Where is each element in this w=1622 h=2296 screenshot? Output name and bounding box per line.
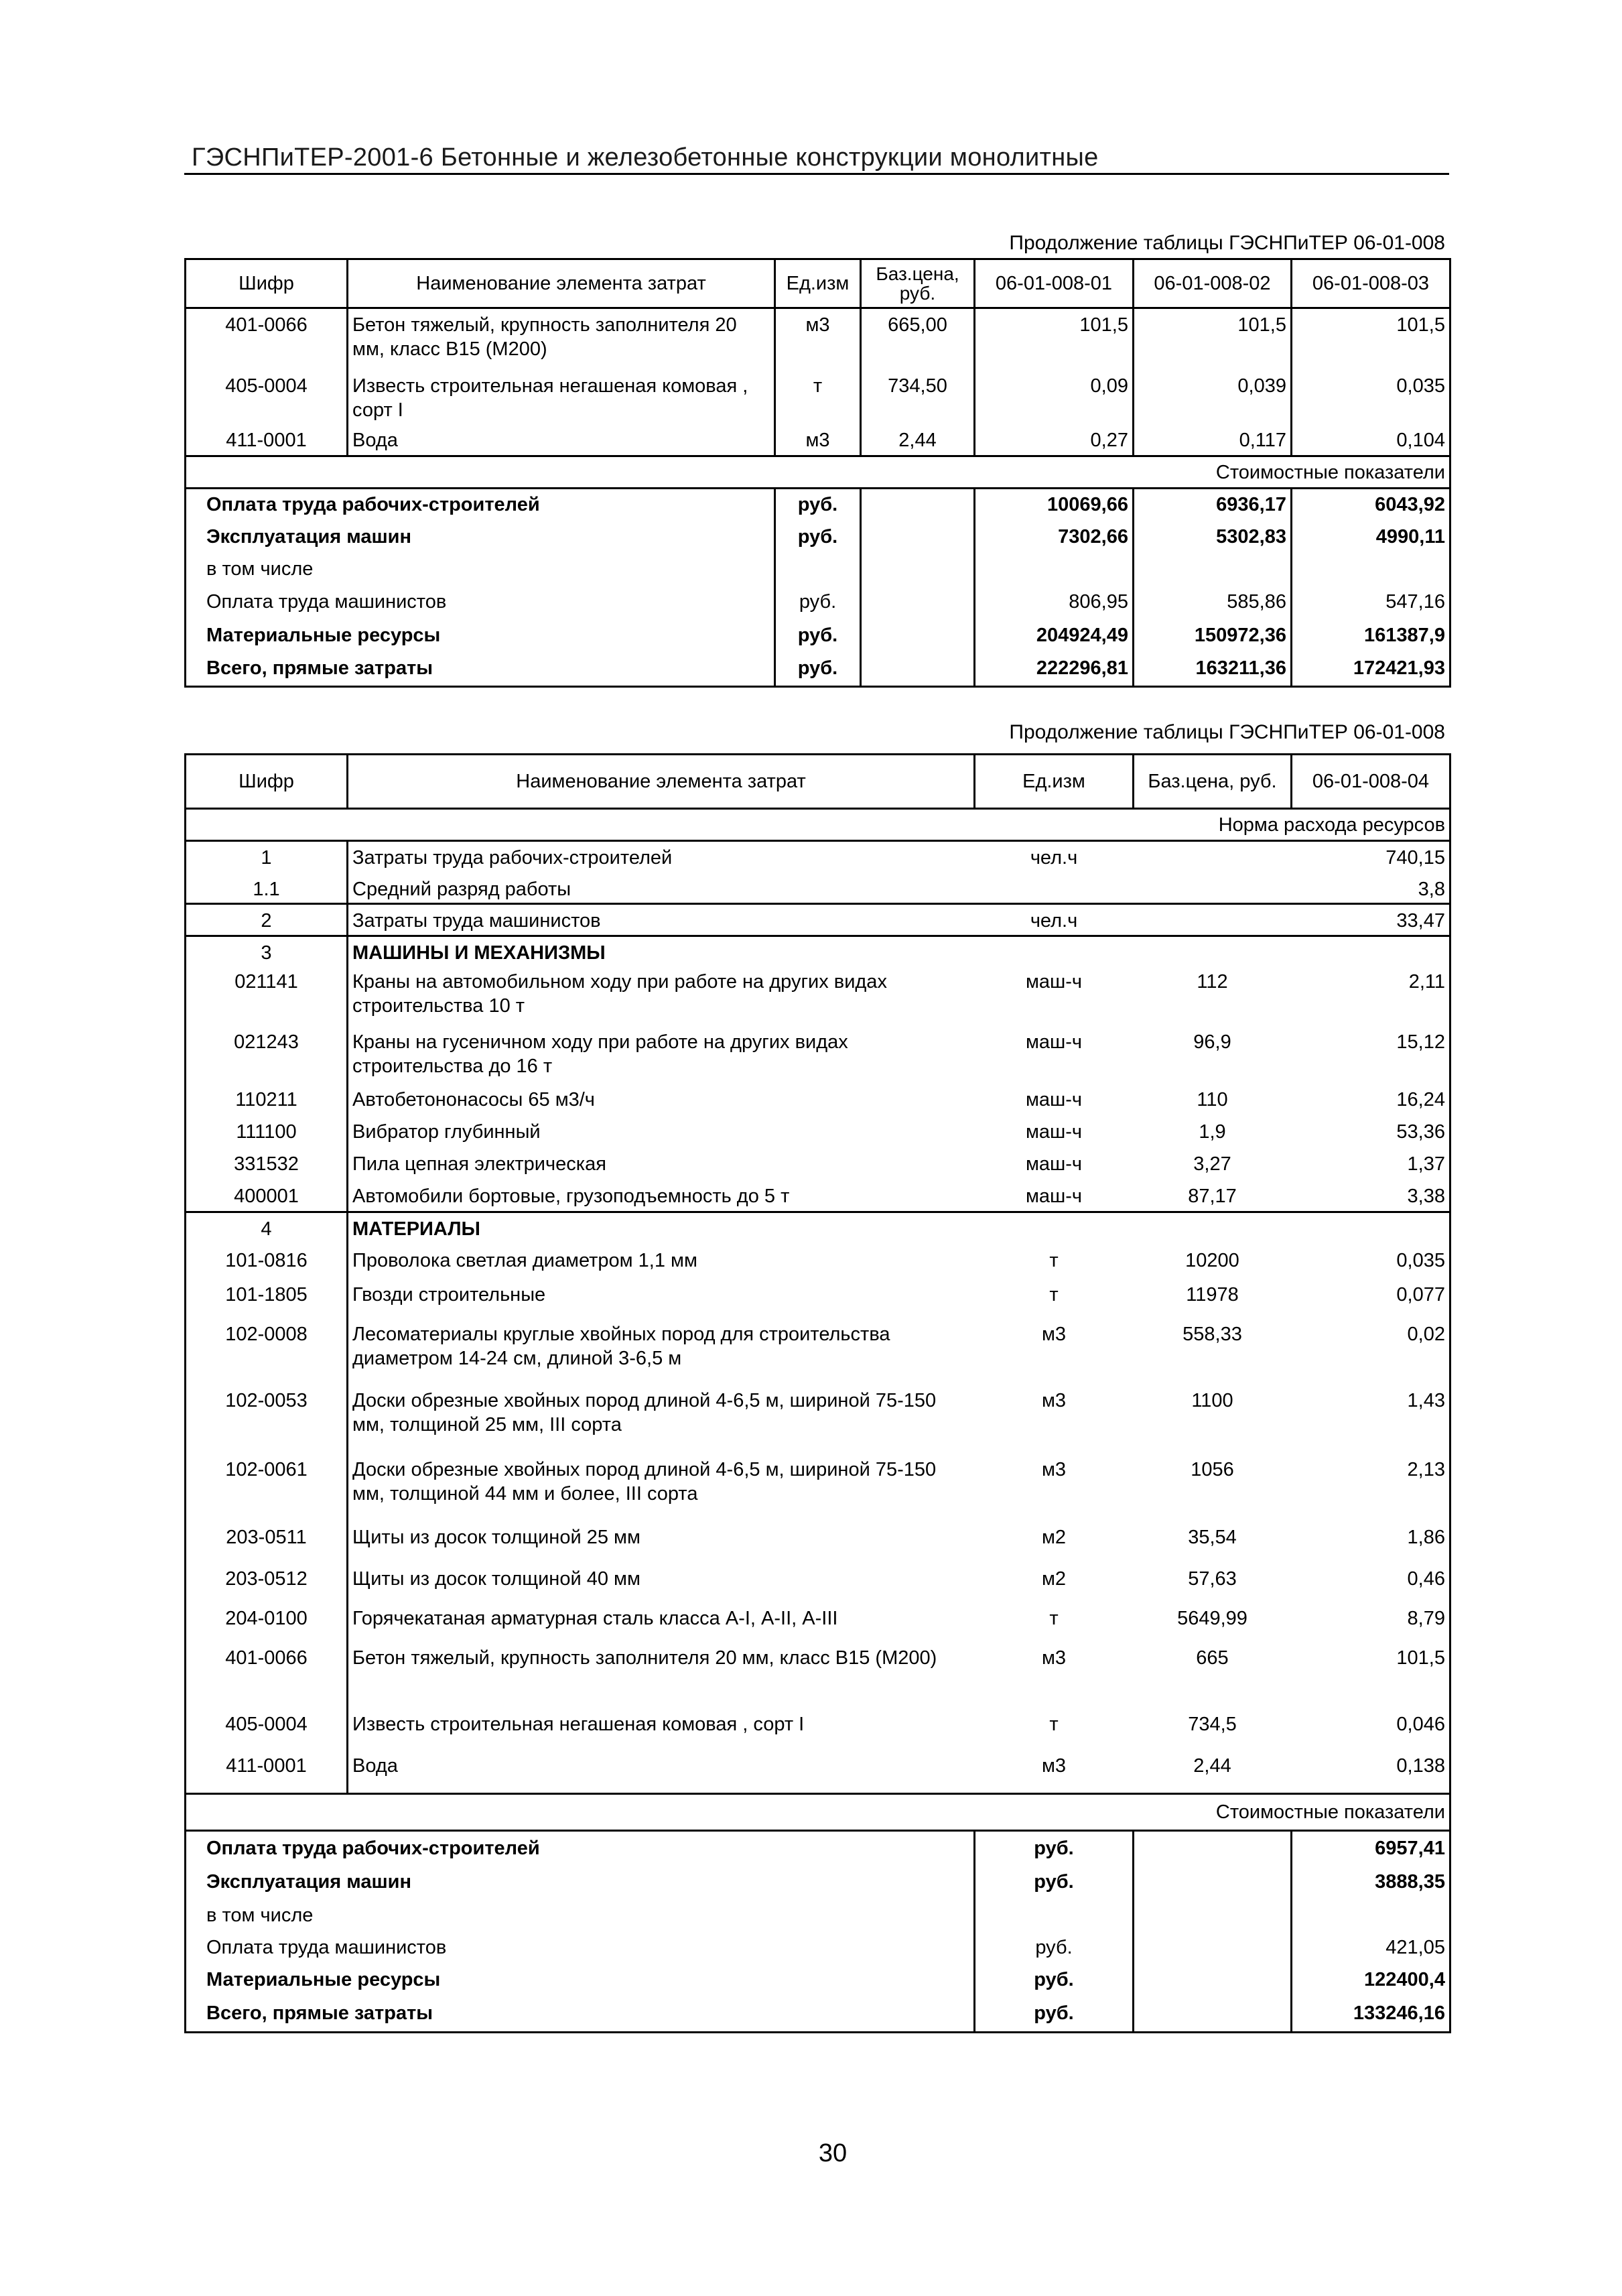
cost-value: 222296,81 — [975, 651, 1134, 687]
item-price: 665 — [1196, 1647, 1229, 1669]
table1-cost-row — [186, 619, 1450, 651]
item-name: Известь строительная негашеная комовая , сорт I — [348, 1708, 975, 1750]
cost-value: 585,86 — [1134, 585, 1292, 619]
item-price: 558,33 — [1182, 1323, 1242, 1345]
item-name: Бетон тяжелый, крупность заполнителя 20 мм, класс В15 (М200) — [348, 308, 775, 370]
item-price — [1134, 904, 1292, 936]
item-unit: м3 — [775, 308, 861, 370]
item-unit: чел.ч — [975, 904, 1134, 936]
item-code: 401-0066 — [225, 1647, 308, 1669]
cost-unit: руб. — [775, 521, 861, 553]
item-code: 102-0061 — [225, 1458, 308, 1480]
cost-value: 122400,4 — [1292, 1964, 1450, 1996]
item-code: 331532 — [234, 1153, 299, 1175]
cost-value: 3888,35 — [1292, 1865, 1450, 1899]
item-name: Вода — [348, 1750, 975, 1794]
table2-item-row — [186, 1148, 1450, 1180]
cost-value: 161387,9 — [1292, 619, 1450, 651]
table2-header-cell: 06-01-008-04 — [1292, 755, 1450, 809]
item-price: 665,00 — [861, 308, 975, 370]
item-code: 401-0066 — [225, 314, 308, 336]
table2-cost-section-row — [186, 1794, 1450, 1831]
item-value — [1292, 1212, 1450, 1245]
table1-resource-norms — [184, 258, 1451, 688]
table1-item-row — [186, 308, 1450, 370]
item-name: Щиты из досок толщиной 40 мм — [348, 1563, 975, 1602]
item-price: 5649,99 — [1177, 1607, 1247, 1629]
item-value: 53,36 — [1396, 1121, 1445, 1143]
item-unit: маш-ч — [1025, 1185, 1083, 1207]
table2-item-row — [186, 1521, 1450, 1563]
item-unit: т — [775, 370, 861, 424]
item-code: 1 — [261, 847, 272, 869]
item-name: Проволока светлая диаметром 1,1 мм — [348, 1245, 975, 1279]
item-price: 2,44 — [1193, 1755, 1231, 1777]
item-price: 2,44 — [861, 424, 975, 456]
item-code: 204-0100 — [225, 1607, 308, 1629]
item-name: МАШИНЫ И МЕХАНИЗМЫ — [348, 936, 975, 966]
table1-header-cell: Наименование элемента затрат — [348, 259, 775, 308]
cost-value: 6936,17 — [1134, 489, 1292, 521]
table1-header-cell: Шифр — [186, 259, 348, 308]
cost-price — [861, 585, 975, 619]
item-value: 1,86 — [1407, 1526, 1445, 1548]
item-unit: м3 — [775, 424, 861, 456]
table2-header-row — [186, 755, 1450, 809]
item-unit: м2 — [1041, 1568, 1067, 1590]
item-price: 87,17 — [1188, 1185, 1237, 1207]
table2-item-row — [186, 1708, 1450, 1750]
item-code: 1.1 — [253, 878, 280, 900]
cost-price — [1134, 1899, 1292, 1931]
cost-unit: руб. — [975, 1964, 1134, 1996]
item-price: 1056 — [1191, 1458, 1234, 1480]
item-value: 740,15 — [1386, 847, 1445, 869]
item-value: 0,138 — [1396, 1755, 1445, 1777]
item-code: 3 — [186, 936, 348, 966]
item-code: 102-0053 — [225, 1389, 308, 1411]
item-name: Известь строительная негашеная комовая , сорт I — [348, 370, 775, 424]
item-code: 203-0512 — [225, 1568, 308, 1590]
item-code: 405-0004 — [225, 375, 308, 397]
item-value: 0,09 — [975, 370, 1134, 424]
table2-cost-row — [186, 1831, 1450, 1865]
table2-item-row — [186, 936, 1450, 966]
item-value: 0,035 — [1292, 370, 1450, 424]
item-price: 110 — [1197, 1088, 1228, 1110]
cost-price — [1134, 1865, 1292, 1899]
table2-item-row — [186, 1602, 1450, 1642]
item-value: 2,13 — [1407, 1458, 1445, 1480]
table2-item-row — [186, 841, 1450, 873]
item-price: 3,27 — [1193, 1153, 1231, 1175]
table2-item-row — [186, 966, 1450, 1026]
item-unit: т — [1049, 1607, 1059, 1629]
item-unit: т — [1049, 1249, 1059, 1271]
item-value: 1,43 — [1407, 1389, 1445, 1411]
cost-label: Эксплуатация машин — [206, 1871, 412, 1893]
cost-price — [1134, 1964, 1292, 1996]
cost-label: Материальные ресурсы — [206, 624, 441, 646]
table1-header-cell: 06-01-008-03 — [1292, 259, 1450, 308]
item-unit: м3 — [1041, 1647, 1067, 1669]
cost-value: 7302,66 — [975, 521, 1134, 553]
table2-item-row — [186, 1245, 1450, 1279]
item-unit: м3 — [1041, 1389, 1067, 1411]
item-name: МАТЕРИАЛЫ — [348, 1212, 975, 1245]
item-code: 101-0816 — [225, 1249, 308, 1271]
item-name: Щиты из досок толщиной 25 мм — [348, 1521, 975, 1563]
item-value: 8,79 — [1407, 1607, 1445, 1629]
cost-price — [861, 619, 975, 651]
item-code: 102-0008 — [225, 1323, 308, 1345]
item-value: 1,37 — [1407, 1153, 1445, 1175]
table2-header-cell: Ед.изм — [975, 755, 1134, 809]
table1-cost-section-row — [186, 456, 1450, 489]
item-name: Автобетононасосы 65 м3/ч — [348, 1084, 975, 1116]
item-name: Автомобили бортовые, грузоподъемность до 5 т — [348, 1180, 975, 1212]
item-unit — [975, 1212, 1134, 1245]
table2-resource-norms — [184, 753, 1451, 2033]
cost-value: 6957,41 — [1292, 1831, 1450, 1865]
table1-caption: Продолжение таблицы ГЭСНПиТЕР 06-01-008 — [1009, 232, 1445, 254]
cost-label: Оплата труда рабочих-строителей — [206, 1837, 540, 1859]
item-unit: м3 — [1041, 1323, 1067, 1345]
item-price — [1134, 936, 1292, 966]
item-value — [1292, 936, 1450, 966]
cost-label: Оплата труда машинистов — [206, 591, 447, 613]
table1-cost-row — [186, 489, 1450, 521]
cost-value: 10069,66 — [975, 489, 1134, 521]
item-code: 4 — [186, 1212, 348, 1245]
item-name: Краны на гусеничном ходу при работе на других видах строительства до 16 т — [348, 1026, 975, 1084]
cost-label: в том числе — [206, 558, 314, 580]
cost-value: 204924,49 — [975, 619, 1134, 651]
item-unit: м3 — [1041, 1458, 1067, 1480]
item-price: 1,9 — [1199, 1121, 1226, 1143]
cost-label: Эксплуатация машин — [206, 525, 412, 548]
item-unit: маш-ч — [1025, 1088, 1083, 1110]
cost-label: Оплата труда рабочих-строителей — [206, 494, 540, 516]
cost-value: 172421,93 — [1292, 651, 1450, 687]
cost-unit: руб. — [975, 1931, 1134, 1964]
table2-item-row — [186, 1116, 1450, 1148]
item-unit: маш-ч — [1025, 970, 1083, 993]
cost-price — [1134, 1931, 1292, 1964]
item-price — [1134, 1212, 1292, 1245]
table1-cost-row — [186, 521, 1450, 553]
item-value: 0,46 — [1407, 1568, 1445, 1590]
table1-header-cell: Баз.цена, руб. — [861, 259, 975, 308]
item-name: Лесоматериалы круглые хвойных пород для строительства диаметром 14-24 см, длиной 3-6,5 м — [348, 1318, 975, 1385]
cost-unit: руб. — [775, 651, 861, 687]
item-name: Средний разряд работы — [348, 873, 975, 904]
item-name: Гвозди строительные — [348, 1279, 975, 1318]
table2-norm-section-row — [186, 809, 1450, 841]
cost-section-label: Стоимостные показатели — [186, 1794, 1450, 1831]
table2-item-row — [186, 1642, 1450, 1708]
cost-price — [861, 489, 975, 521]
cost-value: 133246,16 — [1292, 1996, 1450, 2033]
item-price — [1134, 873, 1292, 904]
item-code: 101-1805 — [225, 1283, 308, 1305]
item-code: 021141 — [234, 970, 298, 993]
item-value: 101,5 — [1292, 308, 1450, 370]
item-value: 0,039 — [1134, 370, 1292, 424]
item-price: 96,9 — [1193, 1031, 1231, 1053]
cost-price — [861, 521, 975, 553]
item-name: Краны на автомобильном ходу при работе на других видах строительства 10 т — [348, 966, 975, 1026]
cost-value: 6043,92 — [1292, 489, 1450, 521]
table2-header-cell: Баз.цена, руб. — [1134, 755, 1292, 809]
table1-item-row — [186, 424, 1450, 456]
item-name: Затраты труда машинистов — [348, 904, 975, 936]
table2-item-row — [186, 1026, 1450, 1084]
item-unit: чел.ч — [1030, 847, 1078, 869]
table2-item-row — [186, 1563, 1450, 1602]
table2-item-row — [186, 873, 1450, 904]
cost-value — [1134, 553, 1292, 585]
item-name: Бетон тяжелый, крупность заполнителя 20 мм, класс В15 (М200) — [348, 1642, 975, 1708]
table2-item-row — [186, 1279, 1450, 1318]
table2-item-row — [186, 1180, 1450, 1212]
item-name: Затраты труда рабочих-строителей — [348, 841, 975, 873]
item-unit: т — [1049, 1283, 1059, 1305]
table1-header-cell: 06-01-008-01 — [975, 259, 1134, 308]
cost-value: 547,16 — [1292, 585, 1450, 619]
item-value: 3,38 — [1407, 1185, 1445, 1207]
item-unit — [975, 873, 1134, 904]
item-name: Вибратор глубинный — [348, 1116, 975, 1148]
table2-item-row — [186, 1385, 1450, 1454]
item-value: 0,035 — [1396, 1249, 1445, 1271]
table2-item-row — [186, 1212, 1450, 1245]
cost-section-label: Стоимостные показатели — [186, 456, 1450, 489]
table2-item-row — [186, 1454, 1450, 1521]
table1-header-cell: 06-01-008-02 — [1134, 259, 1292, 308]
cost-price — [1134, 1996, 1292, 2033]
cost-label: Материальные ресурсы — [206, 1968, 441, 1990]
page-number: 30 — [818, 2139, 848, 2167]
table1-cost-row — [186, 651, 1450, 687]
table2-item-row — [186, 904, 1450, 936]
cost-value: 806,95 — [975, 585, 1134, 619]
cost-unit: руб. — [775, 619, 861, 651]
table1-item-row — [186, 370, 1450, 424]
cost-label: Всего, прямые затраты — [206, 657, 433, 680]
item-unit: маш-ч — [1025, 1121, 1083, 1143]
item-unit: м3 — [1041, 1755, 1067, 1777]
item-unit: маш-ч — [1025, 1031, 1083, 1053]
document-header: ГЭСНПиТЕР-2001-6 Бетонные и железобетонные конструкции монолитные — [184, 143, 1449, 175]
cost-unit: руб. — [775, 585, 861, 619]
item-name: Пила цепная электрическая — [348, 1148, 975, 1180]
cost-unit — [775, 553, 861, 585]
item-code: 405-0004 — [225, 1713, 308, 1735]
table2-item-row — [186, 1750, 1450, 1794]
item-name: Доски обрезные хвойных пород длиной 4-6,5 м, шириной 75-150 мм, толщиной 25 мм, III сорта — [348, 1385, 975, 1454]
item-code: 203-0511 — [226, 1526, 307, 1548]
cost-value: 150972,36 — [1134, 619, 1292, 651]
table2-cost-row — [186, 1996, 1450, 2033]
item-price — [1134, 841, 1292, 873]
table1-cost-row — [186, 585, 1450, 619]
item-price: 1100 — [1191, 1389, 1233, 1411]
item-value: 15,12 — [1396, 1031, 1445, 1053]
cost-label: Всего, прямые затраты — [206, 2002, 433, 2025]
item-name: Горячекатаная арматурная сталь класса А-I, А-II, А-III — [348, 1602, 975, 1642]
table2-item-row — [186, 1084, 1450, 1116]
item-value: 33,47 — [1292, 904, 1450, 936]
item-value: 0,02 — [1407, 1323, 1445, 1345]
cost-unit: руб. — [775, 489, 861, 521]
cost-price — [861, 651, 975, 687]
item-unit: т — [1049, 1713, 1059, 1735]
table1-header-row — [186, 259, 1450, 308]
table2-cost-row — [186, 1931, 1450, 1964]
norm-section-label: Норма расхода ресурсов — [186, 809, 1450, 841]
item-code: 111100 — [236, 1121, 297, 1143]
item-code: 110211 — [235, 1088, 297, 1110]
item-value: 101,5 — [975, 308, 1134, 370]
item-value: 0,104 — [1292, 424, 1450, 456]
table2-item-row — [186, 1318, 1450, 1385]
item-value: 0,046 — [1396, 1713, 1445, 1735]
item-unit: м2 — [1041, 1526, 1067, 1548]
cost-value: 4990,11 — [1292, 521, 1450, 553]
cost-label: Оплата труда машинистов — [206, 1936, 447, 1958]
item-code: 411-0001 — [226, 429, 307, 451]
table2-cost-row — [186, 1899, 1450, 1931]
table2-cost-row — [186, 1865, 1450, 1899]
item-code: 400001 — [234, 1185, 299, 1207]
item-price: 11978 — [1186, 1283, 1239, 1305]
item-price: 10200 — [1185, 1249, 1239, 1271]
cost-price — [861, 553, 975, 585]
item-name: Вода — [348, 424, 775, 456]
cost-unit: руб. — [975, 1865, 1134, 1899]
item-code: 021243 — [234, 1031, 299, 1053]
item-value: 101,5 — [1134, 308, 1292, 370]
cost-value: 163211,36 — [1134, 651, 1292, 687]
item-price: 112 — [1197, 970, 1228, 993]
item-unit: маш-ч — [1025, 1153, 1083, 1175]
cost-value: 5302,83 — [1134, 521, 1292, 553]
item-value: 101,5 — [1396, 1647, 1445, 1669]
table1-header-cell: Ед.изм — [775, 259, 861, 308]
item-price: 734,50 — [861, 370, 975, 424]
item-price: 57,63 — [1188, 1568, 1237, 1590]
item-unit — [975, 936, 1134, 966]
table2-caption: Продолжение таблицы ГЭСНПиТЕР 06-01-008 — [1009, 721, 1445, 743]
item-price: 35,54 — [1188, 1526, 1237, 1548]
item-value: 0,117 — [1134, 424, 1292, 456]
cost-unit: руб. — [975, 1996, 1134, 2033]
cost-label: в том числе — [206, 1904, 314, 1926]
item-code: 411-0001 — [226, 1755, 307, 1777]
table1-cost-row — [186, 553, 1450, 585]
table2-cost-row — [186, 1964, 1450, 1996]
item-price: 734,5 — [1188, 1713, 1237, 1735]
item-value: 0,27 — [975, 424, 1134, 456]
item-value: 3,8 — [1418, 878, 1445, 900]
cost-unit — [975, 1899, 1134, 1931]
cost-unit: руб. — [975, 1831, 1134, 1865]
item-code: 2 — [186, 904, 348, 936]
cost-price — [1134, 1831, 1292, 1865]
item-name: Доски обрезные хвойных пород длиной 4-6,5 м, шириной 75-150 мм, толщиной 44 мм и более, III сорта — [348, 1454, 975, 1521]
item-value: 16,24 — [1396, 1088, 1445, 1110]
item-value: 2,11 — [1408, 970, 1445, 993]
cost-value — [1292, 1899, 1450, 1931]
cost-value — [1292, 553, 1450, 585]
table2-header-cell: Наименование элемента затрат — [348, 755, 975, 809]
cost-value: 421,05 — [1292, 1931, 1450, 1964]
item-value: 0,077 — [1396, 1283, 1445, 1305]
table2-header-cell: Шифр — [186, 755, 348, 809]
cost-value — [975, 553, 1134, 585]
